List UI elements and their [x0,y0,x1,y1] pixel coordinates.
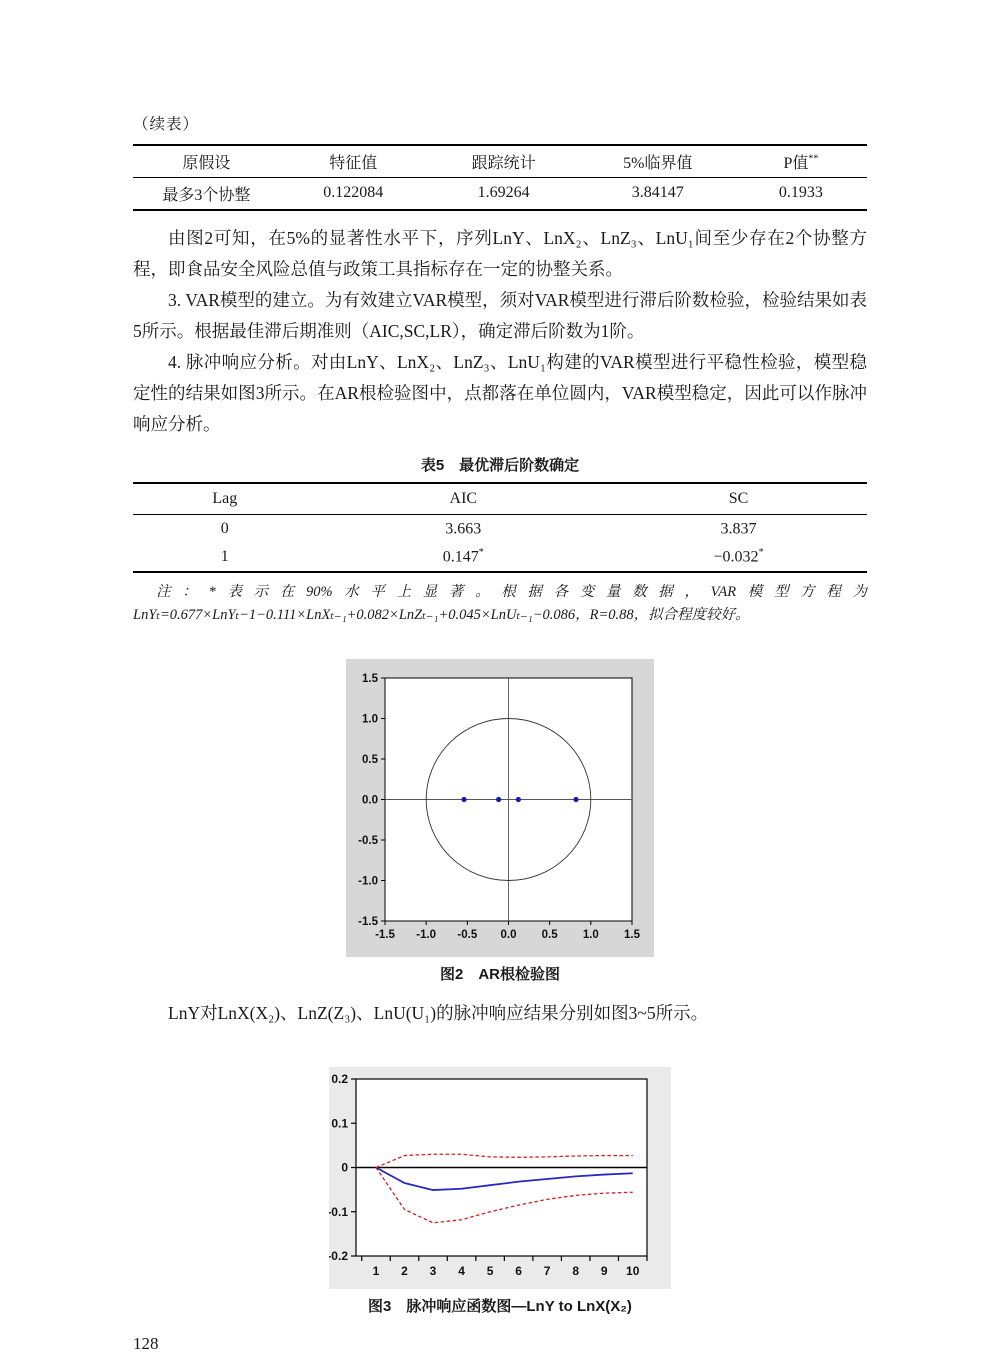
table-header-cell: AIC [317,483,611,514]
svg-text:0.0: 0.0 [500,929,517,941]
table5-caption: 表5 最优滞后阶数确定 [420,457,580,474]
table-header-cell: 原假设 [133,145,280,177]
table-row [133,514,867,543]
svg-text:1: 1 [372,1264,380,1278]
svg-text:1.0: 1.0 [582,929,599,941]
svg-text:-1.5: -1.5 [358,916,378,928]
table-header-cell: P值** [735,145,867,177]
svg-text:-0.2: -0.2 [329,1249,348,1263]
table-cell: 最多3个协整 [162,186,251,204]
impulse-response-chart-panel [329,1067,671,1289]
svg-text:3: 3 [429,1264,437,1278]
continued-table-label: （续表） [133,116,200,133]
lag-order-table [133,482,867,573]
table-cell: 0 [220,519,229,537]
impulse-response-chart [329,1067,671,1289]
figure2-container [133,659,867,957]
table-cell: 0.1933 [778,184,823,202]
svg-text:0.0: 0.0 [362,794,378,807]
table-cell: 3.837 [720,520,757,538]
cointegration-table [133,144,867,211]
svg-text:2: 2 [401,1264,408,1278]
svg-text:0.1: 0.1 [331,1116,348,1131]
table-cell: 0.122084 [323,184,384,202]
ar-root-chart-panel [346,659,654,957]
svg-text:10: 10 [626,1264,640,1278]
svg-text:-1.5: -1.5 [375,929,395,941]
table-cell: 1 [220,548,229,565]
svg-text:5: 5 [486,1264,494,1278]
table-row [133,177,867,210]
table-cell: 3.663 [445,520,482,538]
figure2-caption: 图2 AR根检验图 [439,966,560,983]
svg-text:4: 4 [458,1264,465,1278]
svg-text:-1.0: -1.0 [416,929,437,941]
figure3-container [133,1067,867,1289]
paragraph-var-model: 3. VAR模型的建立。为有效建立VAR模型，须对VAR模型进行滞后阶数检验，检验结果如表5所示。根据最佳滞后期准则（AIC,SC,LR），确定滞后阶数为1阶。 [133,290,867,341]
table-header-cell: SC [610,483,867,514]
paragraph-cointegration: 由图2可知，在5%的显著性水平下，序列LnY、LnX₂、LnZ₃、LnU₁间至少存在2个协整方程，即食品安全风险总值与政策工具指标存在一定的协整关系。 [133,228,867,279]
ar-root-chart [346,659,654,957]
svg-text:-1.0: -1.0 [358,875,378,888]
page-number: 128 [133,1334,159,1353]
table-cell: −0.032* [713,547,764,566]
table-header-cell: Lag [133,483,317,514]
svg-text:0.5: 0.5 [362,754,378,766]
svg-text:-0.5: -0.5 [457,929,478,941]
svg-text:1.5: 1.5 [624,929,640,941]
svg-text:-0.1: -0.1 [329,1204,348,1219]
svg-text:-0.5: -0.5 [358,835,378,847]
svg-text:0: 0 [341,1160,348,1175]
table-cell: 3.84147 [631,184,684,202]
paragraph-figures-intro: LnY对LnX(X₂)、LnZ(Z₃)、LnU(U₁)的脉冲响应结果分别如图3~5所示。 [168,1003,709,1023]
table5-note: 注：*表示在90%水平上显著。根据各变量数据，VAR模型方程为LnYₜ=0.677×LnYₜ−1−0.111×LnXₜ₋₁+0.082×LnZₜ₋₁+0.045×LnUₜ₋₁−0.086，R=0.88，拟合程度较好。 [133,584,867,623]
svg-text:1.5: 1.5 [362,673,378,685]
table-header-row [133,145,867,177]
table-header-cell: 5%临界值 [581,145,735,177]
table-header-cell: 特征值 [280,145,427,177]
table-header-row [133,483,867,514]
table-cell: 0.147* [442,547,484,566]
svg-text:9: 9 [600,1264,608,1278]
figure3-caption: 图3 脉冲响应函数图—LnY to LnX(X₂) [368,1298,632,1315]
svg-text:6: 6 [515,1264,522,1278]
table-cell: 1.69264 [477,184,530,202]
svg-text:0.2: 0.2 [331,1072,348,1086]
svg-text:7: 7 [543,1264,551,1278]
table-header-cell: 跟踪统计 [427,145,581,177]
svg-text:0.5: 0.5 [541,929,558,941]
table-row [133,543,867,572]
svg-text:8: 8 [572,1264,580,1278]
svg-text:1.0: 1.0 [362,713,378,726]
paragraph-impulse-response: 4. 脉冲响应分析。对由LnY、LnX₂、LnZ₃、LnU₁构建的VAR模型进行平稳性检验，模型稳定性的结果如图3所示。在AR根检验图中，点都落在单位圆内，VAR模型稳定，因此可以作脉冲响应分析。 [133,352,867,434]
